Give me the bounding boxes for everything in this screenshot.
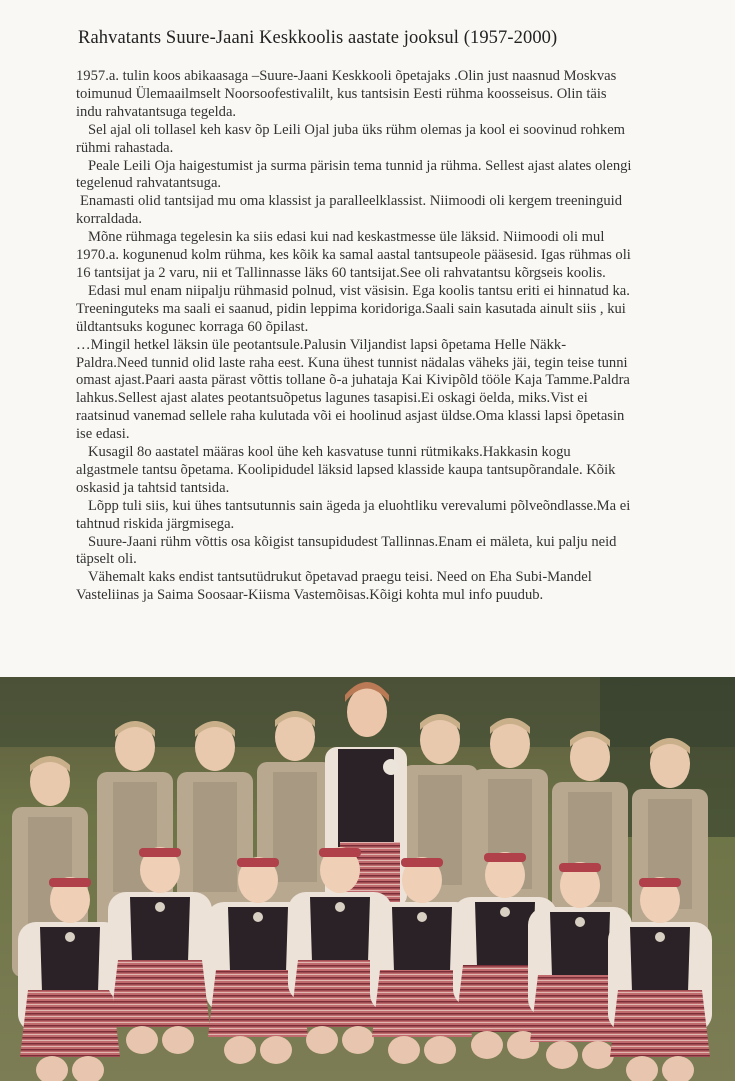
paragraph-4: Enamasti olid tantsijad mu oma klassist ja paralleelklassist. Niimoodi oli kergem treeninguid korraldada. [76,193,623,228]
paragraph-6: Edasi mul enam niipalju rühmasid polnud, vist väsisin. Ega koolis tantsu eriti ei hinnatud ka. Treeninguteks ma saali ei saanud, pidin leppima koridoriga.Saali sain kasutada ainult siis , kui üldtantsuks koguneс korraga 60 õpilast. [76,282,630,335]
paragraph-10: Suure-Jaani rühm võttis osa kõigist tansupidudest Tallinnas.Enam ei mäleta, kui palju neid täpselt oli. [76,533,617,568]
paragraph-7: …Mingil hetkel läksin üle peotantsule.Palusin Viljandist lapsi õpetama Helle Näkk-Paldra.Need tunnid olid laste raha eest. Kuna ühest tunnist nädalas väheks jäi, tegin teise tunni omast ajast.Paari aasta pärast võttis tollane õ-a juhataja Kai Kivipõld tööle Kaja Tamme.Paldra lahkus.Sellest ajast alates peotantsuõpetus lagunes tasapisi.Ei oskagi öelda, miks.Vist ei raatsinud vanemad sellele raha kulutada või ei hoolinud asjast üldse.Oma klassi lapsi õpetasin ise edasi. [76,336,630,443]
document-title: Rahvatants Suure-Jaani Keskkoolis aastate jooksul (1957-2000) [78,28,558,48]
paragraph-8: Kusagil 8o aastatel määras kool ühe keh kasvatuse tunni rütmikaks.Hakkasin kogu algastmele tantsu õpetama. Koolipidudel läksid lapsed klasside kaupa tantsupõrandale. Kõik oskasid ja tahtsid tantsida. [76,444,616,496]
paragraph-11: Vähemalt kaks endist tantsutüdrukut õpetavad praegu teisi. Need on Eha Subi-Mandel Vasteliinas ja Saima Soosaar-Kiisma Vastemõisas.Kõigi kohta mul info puudub. [76,569,592,604]
paragraph-2: Sel ajal oli tollasel keh kasv õp Leili Ojal juba üks rühm olemas ja kool ei soovinud rohkem rühmi rahastada. [76,121,626,156]
document-body [76,68,636,605]
paragraph-5: Mõne rühmaga tegelesin ka siis edasi kui nad keskastmesse üle läksid. Niimoodi oli mul 1970.a. kogunenud kolm rühma, kes kõik ka samal aastal tantsupeole pääsesid. Igas rühmas oli 16 tantsijat ja 2 varu, nii et Tallinnasse läks 60 tantsijat.See oli rahvatantsu kõrgseis koolis. [76,229,631,281]
paragraph-9: Lõpp tuli siis, kui ühes tantsutunnis sain ägeda ja eluohtliku verevalumi põlveõndlasse.Ma ei tahtnud riskida järgmisega. [76,497,631,532]
paragraph-3: Peale Leili Oja haigestumist ja surma pärisin tema tunnid ja rühma. Sellest ajast alates olengi tegelenud rahvatantsuga. [76,157,632,192]
paragraph-1: 1957.a. tulin koos abikaasaga –Suure-Jaani Keskkooli õpetajaks .Olin just naasnud Moskvas toimunud Ülemaailmselt Noorsoofestivalilt, kus tantsisin Eesti rühma koosseisus. Olin täis indu rahvatantsuga tegelda. [76,68,617,120]
group-photo-illustration [0,677,735,1081]
group-photo [0,677,735,1081]
